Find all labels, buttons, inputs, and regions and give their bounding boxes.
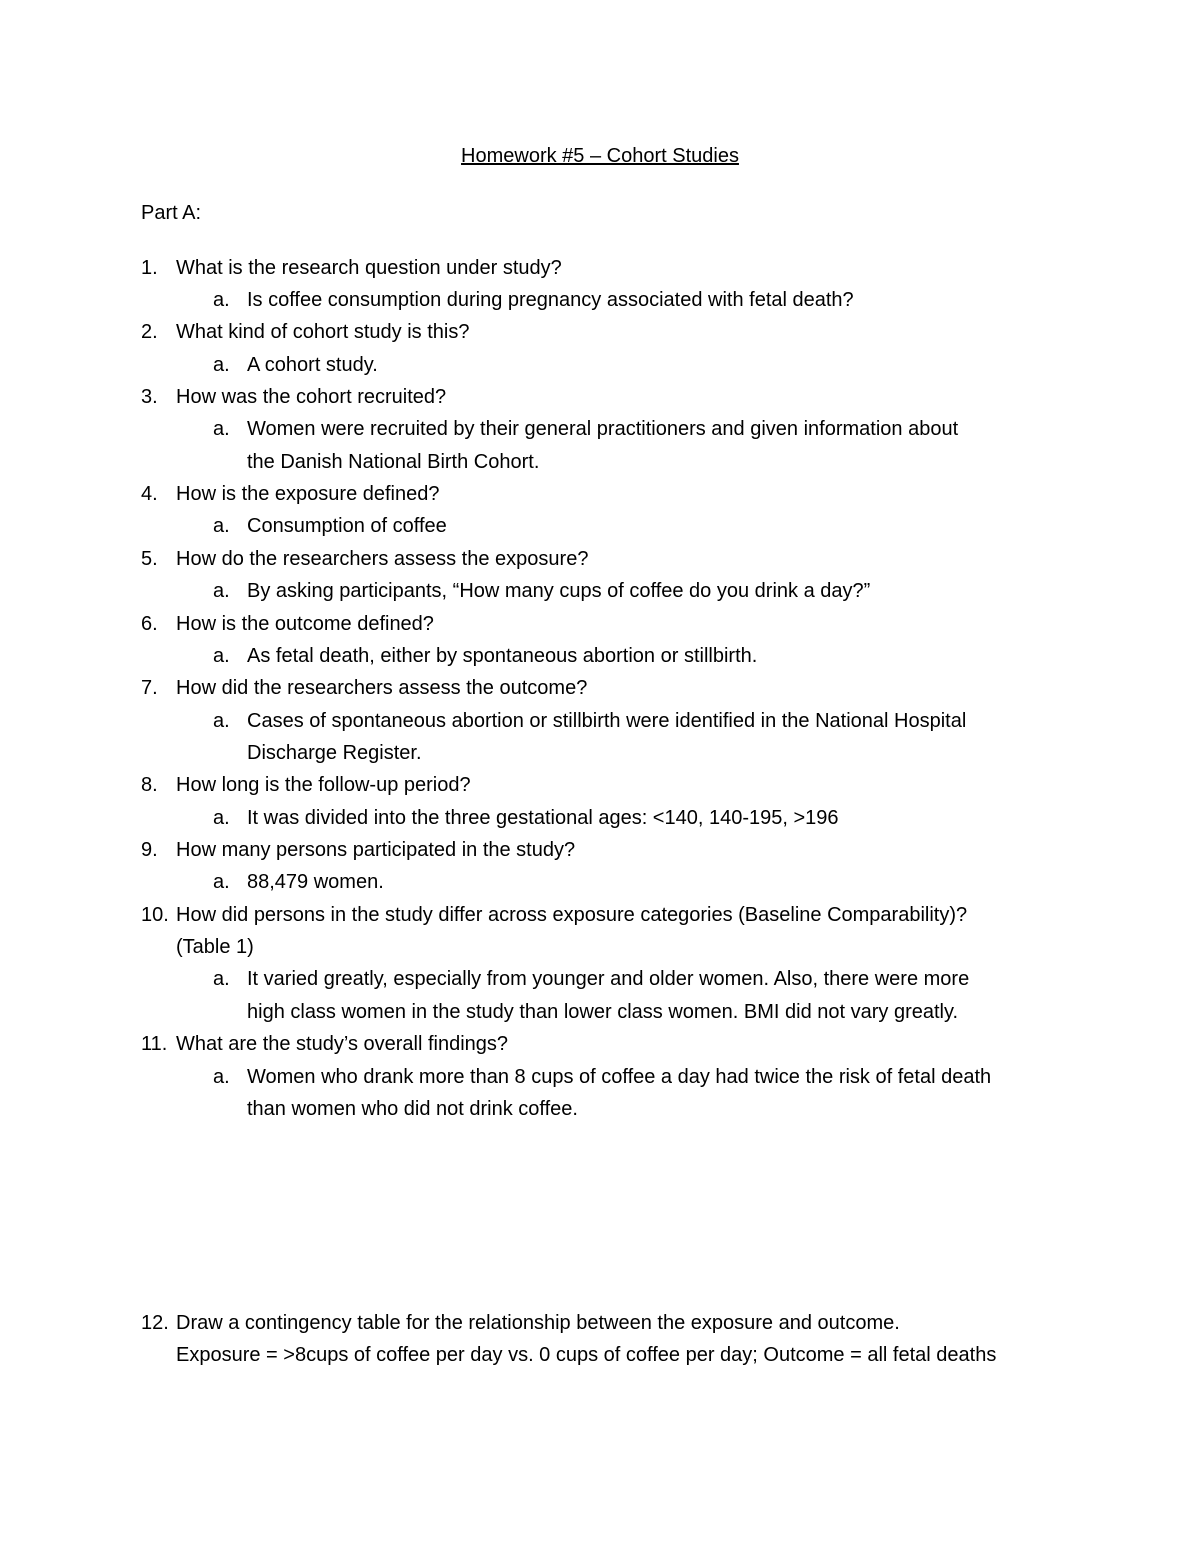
answer-marker: a. [213, 1066, 230, 1088]
answer-text-continued: Discharge Register. [247, 742, 422, 764]
question-number: 10. [141, 904, 169, 926]
question-text: How do the researchers assess the exposure? [176, 548, 589, 570]
answer-marker: a. [213, 515, 230, 537]
question-text-continued: (Table 1) [176, 936, 254, 958]
question-number: 3. [141, 386, 158, 408]
question-text: How many persons participated in the study? [176, 839, 576, 861]
question-number: 8. [141, 774, 158, 796]
answer-marker: a. [213, 418, 230, 440]
question-text: Draw a contingency table for the relationship between the exposure and outcome. [176, 1312, 900, 1334]
answer-text: Cases of spontaneous abortion or stillbirth were identified in the National Hospital [247, 710, 967, 732]
question-text: How did the researchers assess the outcome? [176, 677, 588, 699]
answer-text: Women were recruited by their general practitioners and given information about [247, 418, 959, 440]
answer-marker: a. [213, 354, 230, 376]
question-number: 4. [141, 483, 158, 505]
answer-marker: a. [213, 710, 230, 732]
question-text: What is the research question under study? [176, 257, 562, 279]
question-number: 9. [141, 839, 158, 861]
answer-marker: a. [213, 968, 230, 990]
question-number: 6. [141, 613, 158, 635]
answer-text: Women who drank more than 8 cups of coffee a day had twice the risk of fetal death [247, 1066, 992, 1088]
answer-text: It was divided into the three gestational ages: <140, 140-195, >196 [247, 807, 839, 829]
question-number: 5. [141, 548, 158, 570]
answer-text: As fetal death, either by spontaneous abortion or stillbirth. [247, 645, 758, 667]
question-number: 1. [141, 257, 158, 279]
question-text: What are the study’s overall findings? [176, 1033, 509, 1055]
part-heading: Part A: [141, 202, 202, 224]
answer-text-continued: the Danish National Birth Cohort. [247, 451, 540, 473]
answer-text: It varied greatly, especially from younger and older women. Also, there were more [247, 968, 970, 990]
question-number: 7. [141, 677, 158, 699]
question-text-continued: Exposure = >8cups of coffee per day vs. 0 cups of coffee per day; Outcome = all fetal deaths [176, 1344, 997, 1366]
question-text: How is the outcome defined? [176, 613, 434, 635]
answer-marker: a. [213, 871, 230, 893]
document-title: Homework #5 – Cohort Studies [461, 145, 739, 167]
question-number: 2. [141, 321, 158, 343]
question-number: 12. [141, 1312, 169, 1334]
question-text: How is the exposure defined? [176, 483, 440, 505]
answer-text: Consumption of coffee [247, 515, 447, 537]
answer-text: 88,479 women. [247, 871, 384, 893]
answer-marker: a. [213, 807, 230, 829]
answer-marker: a. [213, 289, 230, 311]
answer-text-continued: high class women in the study than lower class women. BMI did not vary greatly. [247, 1001, 959, 1023]
question-text: What kind of cohort study is this? [176, 321, 470, 343]
answer-text: A cohort study. [247, 354, 378, 376]
answer-marker: a. [213, 580, 230, 602]
question-text: How did persons in the study differ across exposure categories (Baseline Comparability)? [176, 904, 968, 926]
question-text: How long is the follow-up period? [176, 774, 471, 796]
answer-text-continued: than women who did not drink coffee. [247, 1098, 578, 1120]
answer-text: Is coffee consumption during pregnancy associated with fetal death? [247, 289, 854, 311]
question-number: 11. [141, 1033, 168, 1055]
answer-text: By asking participants, “How many cups of coffee do you drink a day?” [247, 580, 871, 602]
question-text: How was the cohort recruited? [176, 386, 447, 408]
answer-marker: a. [213, 645, 230, 667]
